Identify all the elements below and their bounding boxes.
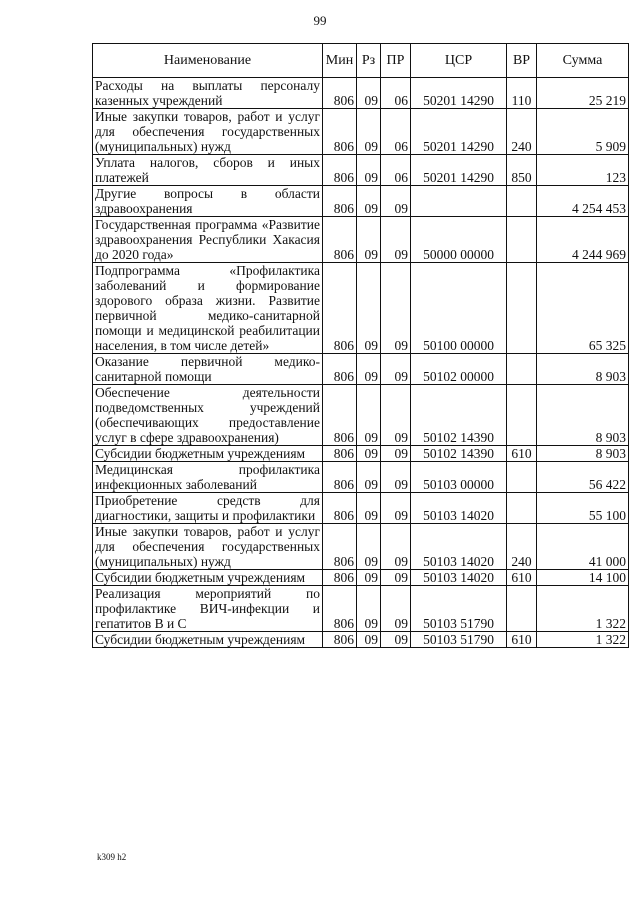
cell-csr: 50100 00000: [411, 263, 507, 354]
cell-vr: 240: [507, 109, 537, 155]
cell-sum: 4 254 453: [537, 186, 629, 217]
table-row: [93, 186, 629, 217]
cell-min: 806: [323, 493, 357, 524]
table-row: [93, 109, 629, 155]
header-csr: ЦСР: [411, 44, 507, 78]
table-row: [93, 493, 629, 524]
cell-name: Медицинская профилактика инфекционных заболеваний: [93, 462, 323, 493]
cell-pr: 09: [381, 263, 411, 354]
cell-vr: [507, 385, 537, 446]
cell-csr: 50102 14390: [411, 385, 507, 446]
cell-pr: 09: [381, 385, 411, 446]
table-row: [93, 524, 629, 570]
cell-csr: 50103 00000: [411, 462, 507, 493]
cell-rz: 09: [357, 586, 381, 632]
cell-name: Обеспечение деятельности подведомственных учреждений (обеспечивающих предоставление услуг в сфере здравоохранения): [93, 385, 323, 446]
header-pr: ПР: [381, 44, 411, 78]
cell-csr: 50103 51790: [411, 632, 507, 648]
cell-vr: 610: [507, 446, 537, 462]
cell-min: 806: [323, 217, 357, 263]
cell-sum: 5 909: [537, 109, 629, 155]
table-header-row: [93, 44, 629, 78]
cell-name: Государственная программа «Развитие здравоохранения Республики Хакасия до 2020 года»: [93, 217, 323, 263]
cell-sum: 41 000: [537, 524, 629, 570]
cell-name: Оказание первичной медико-санитарной помощи: [93, 354, 323, 385]
cell-csr: [411, 186, 507, 217]
cell-sum: 14 100: [537, 570, 629, 586]
cell-csr: 50000 00000: [411, 217, 507, 263]
header-sum: Сумма: [537, 44, 629, 78]
cell-name: Субсидии бюджетным учреждениям: [93, 632, 323, 648]
cell-rz: 09: [357, 186, 381, 217]
table-row: [93, 217, 629, 263]
cell-rz: 09: [357, 570, 381, 586]
table-row: [93, 354, 629, 385]
cell-csr: 50103 14020: [411, 524, 507, 570]
cell-sum: 55 100: [537, 493, 629, 524]
cell-min: 806: [323, 78, 357, 109]
cell-vr: [507, 263, 537, 354]
cell-pr: 09: [381, 217, 411, 263]
cell-sum: 1 322: [537, 586, 629, 632]
table-row: [93, 155, 629, 186]
cell-rz: 09: [357, 632, 381, 648]
cell-min: 806: [323, 524, 357, 570]
cell-pr: 09: [381, 524, 411, 570]
cell-rz: 09: [357, 446, 381, 462]
cell-rz: 09: [357, 263, 381, 354]
budget-table: [92, 43, 629, 648]
cell-name: Иные закупки товаров, работ и услуг для обеспечения государственных (муниципальных) нужд: [93, 524, 323, 570]
cell-name: Расходы на выплаты персоналу казенных учреждений: [93, 78, 323, 109]
cell-rz: 09: [357, 155, 381, 186]
cell-name: Субсидии бюджетным учреждениям: [93, 446, 323, 462]
cell-vr: 850: [507, 155, 537, 186]
cell-min: 806: [323, 462, 357, 493]
cell-name: Реализация мероприятий по профилактике ВИЧ-инфекции и гепатитов В и С: [93, 586, 323, 632]
cell-min: 806: [323, 385, 357, 446]
cell-sum: 65 325: [537, 263, 629, 354]
table-row: [93, 385, 629, 446]
cell-min: 806: [323, 586, 357, 632]
header-vr: ВР: [507, 44, 537, 78]
cell-rz: 09: [357, 524, 381, 570]
cell-csr: 50201 14290: [411, 109, 507, 155]
cell-pr: 09: [381, 586, 411, 632]
cell-csr: 50103 14020: [411, 570, 507, 586]
cell-vr: [507, 586, 537, 632]
cell-pr: 09: [381, 570, 411, 586]
cell-vr: 240: [507, 524, 537, 570]
cell-sum: 1 322: [537, 632, 629, 648]
cell-csr: 50102 00000: [411, 354, 507, 385]
cell-name: Субсидии бюджетным учреждениям: [93, 570, 323, 586]
table-row: [93, 632, 629, 648]
cell-sum: 25 219: [537, 78, 629, 109]
cell-vr: [507, 186, 537, 217]
cell-pr: 09: [381, 354, 411, 385]
cell-rz: 09: [357, 217, 381, 263]
cell-vr: 610: [507, 570, 537, 586]
cell-csr: 50103 51790: [411, 586, 507, 632]
cell-min: 806: [323, 155, 357, 186]
cell-csr: 50201 14290: [411, 78, 507, 109]
cell-min: 806: [323, 446, 357, 462]
cell-name: Уплата налогов, сборов и иных платежей: [93, 155, 323, 186]
header-rz: Рз: [357, 44, 381, 78]
table-row: [93, 263, 629, 354]
cell-pr: 09: [381, 493, 411, 524]
cell-sum: 8 903: [537, 354, 629, 385]
cell-vr: 610: [507, 632, 537, 648]
page-number: 99: [313, 13, 327, 28]
header-min: Мин: [323, 44, 357, 78]
cell-sum: 123: [537, 155, 629, 186]
cell-csr: 50201 14290: [411, 155, 507, 186]
cell-name: Иные закупки товаров, работ и услуг для обеспечения государственных (муниципальных) нужд: [93, 109, 323, 155]
cell-min: 806: [323, 263, 357, 354]
cell-rz: 09: [357, 493, 381, 524]
cell-min: 806: [323, 109, 357, 155]
cell-rz: 09: [357, 462, 381, 493]
cell-rz: 09: [357, 354, 381, 385]
footer-code: k309 h2: [97, 852, 127, 862]
cell-min: 806: [323, 186, 357, 217]
cell-vr: [507, 217, 537, 263]
cell-min: 806: [323, 632, 357, 648]
cell-csr: 50103 14020: [411, 493, 507, 524]
cell-rz: 09: [357, 109, 381, 155]
table-row: [93, 462, 629, 493]
cell-pr: 06: [381, 155, 411, 186]
cell-vr: [507, 462, 537, 493]
cell-pr: 06: [381, 109, 411, 155]
cell-vr: [507, 493, 537, 524]
header-name: Наименование: [93, 44, 323, 78]
cell-sum: 56 422: [537, 462, 629, 493]
cell-rz: 09: [357, 385, 381, 446]
cell-pr: 09: [381, 462, 411, 493]
cell-rz: 09: [357, 78, 381, 109]
cell-csr: 50102 14390: [411, 446, 507, 462]
table-row: [93, 78, 629, 109]
table-row: [93, 586, 629, 632]
cell-min: 806: [323, 354, 357, 385]
cell-name: Приобретение средств для диагностики, защиты и профилактики: [93, 493, 323, 524]
cell-pr: 09: [381, 632, 411, 648]
table-row: [93, 570, 629, 586]
cell-pr: 09: [381, 186, 411, 217]
cell-vr: 110: [507, 78, 537, 109]
cell-pr: 09: [381, 446, 411, 462]
cell-name: Другие вопросы в области здравоохранения: [93, 186, 323, 217]
cell-sum: 8 903: [537, 446, 629, 462]
cell-vr: [507, 354, 537, 385]
cell-sum: 4 244 969: [537, 217, 629, 263]
cell-min: 806: [323, 570, 357, 586]
cell-sum: 8 903: [537, 385, 629, 446]
cell-pr: 06: [381, 78, 411, 109]
table-row: [93, 446, 629, 462]
cell-name: Подпрограмма «Профилактика заболеваний и формирование здорового образа жизни. Развитие первичной медико-санитарной помощи и медицинской реабилитации населения, в том числе детей»: [93, 263, 323, 354]
